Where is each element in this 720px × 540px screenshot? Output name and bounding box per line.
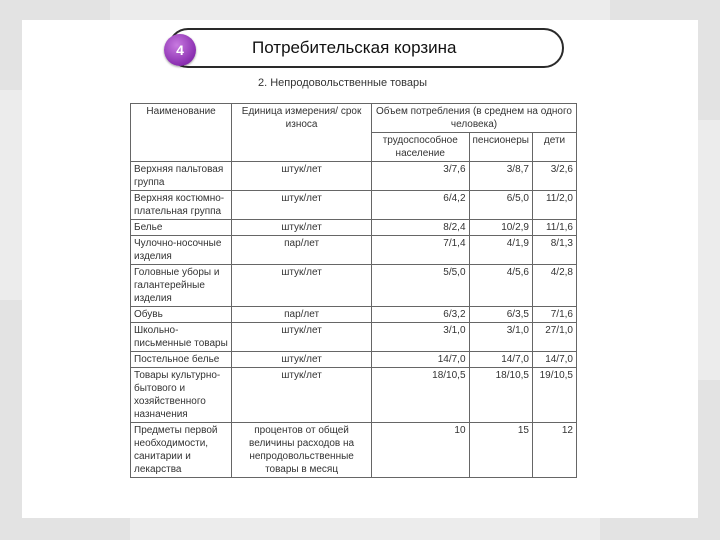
row-working-cell: 18/10,5 (371, 368, 469, 423)
row-working-cell: 6/3,2 (371, 307, 469, 323)
row-unit-cell: штук/лет (232, 265, 372, 307)
row-working-cell: 3/1,0 (371, 323, 469, 352)
table-row (131, 265, 577, 307)
slide-number-badge: 4 (164, 34, 196, 66)
table-row (131, 323, 577, 352)
row-unit-cell: штук/лет (232, 162, 372, 191)
row-pensioners-cell: 4/5,6 (469, 265, 532, 307)
table-row (131, 220, 577, 236)
row-name-cell: Верхняя костюмно-плательная группа (131, 191, 232, 220)
row-children-cell: 7/1,6 (533, 307, 577, 323)
row-unit-cell: штук/лет (232, 352, 372, 368)
row-working-cell: 7/1,4 (371, 236, 469, 265)
row-children-cell: 11/1,6 (533, 220, 577, 236)
row-name-cell: Головные уборы и галантерейные изделия (131, 265, 232, 307)
table-row (131, 423, 577, 478)
table-row (131, 352, 577, 368)
row-working-cell: 3/7,6 (371, 162, 469, 191)
table-row (131, 191, 577, 220)
row-children-cell: 14/7,0 (533, 352, 577, 368)
row-name-cell: Школьно-письменные товары (131, 323, 232, 352)
row-pensioners-cell: 10/2,9 (469, 220, 532, 236)
table-row (131, 236, 577, 265)
table-body (131, 162, 577, 478)
table-row (131, 162, 577, 191)
header-name: Наименование (131, 104, 232, 162)
row-pensioners-cell: 4/1,9 (469, 236, 532, 265)
row-working-cell: 6/4,2 (371, 191, 469, 220)
row-unit-cell: штук/лет (232, 191, 372, 220)
row-children-cell: 3/2,6 (533, 162, 577, 191)
row-pensioners-cell: 14/7,0 (469, 352, 532, 368)
row-unit-cell: процентов от общей величины расходов на непродовольственные товары в месяц (232, 423, 372, 478)
row-name-cell: Предметы первой необходимости, санитарии и лекарства (131, 423, 232, 478)
row-working-cell: 8/2,4 (371, 220, 469, 236)
header-pensioners: пенсионеры (469, 133, 532, 162)
row-children-cell: 27/1,0 (533, 323, 577, 352)
header-working: трудоспособное население (371, 133, 469, 162)
row-unit-cell: штук/лет (232, 368, 372, 423)
row-working-cell: 5/5,0 (371, 265, 469, 307)
row-working-cell: 14/7,0 (371, 352, 469, 368)
row-name-cell: Верхняя пальтовая группа (131, 162, 232, 191)
row-name-cell: Обувь (131, 307, 232, 323)
header-unit: Единица измерения/ срок износа (232, 104, 372, 162)
row-pensioners-cell: 3/1,0 (469, 323, 532, 352)
row-pensioners-cell: 15 (469, 423, 532, 478)
consumer-basket-table (130, 103, 577, 478)
slide-title: Потребительская корзина (252, 38, 457, 57)
header-volume: Объем потребления (в среднем на одного человека) (371, 104, 576, 133)
row-name-cell: Чулочно-носочные изделия (131, 236, 232, 265)
row-children-cell: 8/1,3 (533, 236, 577, 265)
row-name-cell: Белье (131, 220, 232, 236)
row-children-cell: 11/2,0 (533, 191, 577, 220)
row-pensioners-cell: 6/3,5 (469, 307, 532, 323)
row-unit-cell: пар/лет (232, 307, 372, 323)
row-unit-cell: штук/лет (232, 323, 372, 352)
row-children-cell: 12 (533, 423, 577, 478)
row-working-cell: 10 (371, 423, 469, 478)
row-children-cell: 19/10,5 (533, 368, 577, 423)
row-pensioners-cell: 18/10,5 (469, 368, 532, 423)
row-unit-cell: штук/лет (232, 220, 372, 236)
table-row (131, 307, 577, 323)
document-heading: 2. Непродовольственные товары (258, 77, 428, 89)
row-name-cell: Постельное белье (131, 352, 232, 368)
row-children-cell: 4/2,8 (533, 265, 577, 307)
table-row (131, 368, 577, 423)
row-pensioners-cell: 6/5,0 (469, 191, 532, 220)
header-children: дети (533, 133, 577, 162)
row-pensioners-cell: 3/8,7 (469, 162, 532, 191)
row-name-cell: Товары культурно-бытового и хозяйственного назначения (131, 368, 232, 423)
table-header-row (131, 104, 577, 133)
row-unit-cell: пар/лет (232, 236, 372, 265)
